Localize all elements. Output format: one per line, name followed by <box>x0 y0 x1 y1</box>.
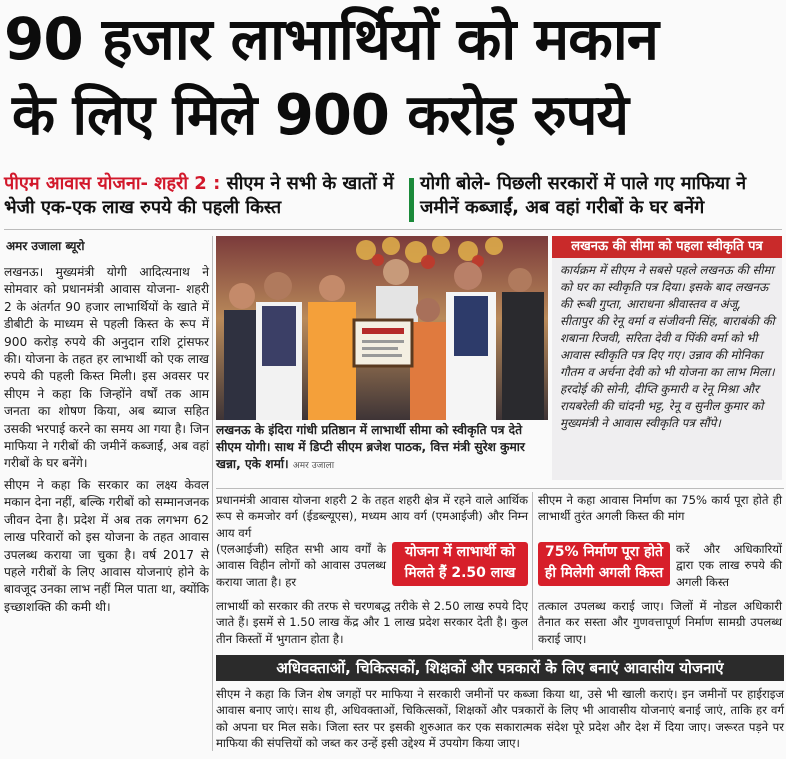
sidebar-body: कार्यक्रम में सीएम ने सबसे पहले लखनऊ की सीमा को घर का स्वीकृति पत्र दिया। इसके बाद लखनऊ की रूबी गुप्ता, आराधना श्रीवास्तव व अंजू, सीतापुर की रेनू वर्मा व संजीवनी सिंह, बाराबंकी की शबाना रिजवी, सरिता देवी व पिंकी वर्मा को भी आवास स्वीकृति पत्र दिए गए। उन्नाव की मोनिका गौतम व अर्चना देवी को भी योजना का लाभ मिला। हरदोई की सोनी, दीप्ति कुमारी व रेनू मिश्रा और रायबरेली की चांदनी भट्ट, रेनू व सुनील कुमार को मुख्यमंत्री ने आवास स्वीकृति पत्र सौंपे। <box>560 263 775 430</box>
callout-2-50-lakh <box>392 542 528 586</box>
right-bottom-text: तत्काल उपलब्ध कराई जाए। जिलों में नोडल अधिकारी तैनात कर सस्ता और गुणवत्तापूर्ण निर्माण सामग्री उपलब्ध कराई जाए। <box>538 599 782 646</box>
byline: अमर उजाला ब्यूरो <box>6 239 85 253</box>
article-column-1 <box>4 264 209 620</box>
section-rule <box>4 229 782 230</box>
subhead-left-text: सीएम ने सभी के खातों में भेजी एक-एक लाख रुपये की पहली किस्त <box>4 173 394 218</box>
bottom-paragraph: सीएम ने कहा कि जिन शेष जगहों पर माफिया ने सरकारी जमीनों पर कब्जा किया था, उसे भी खाली कराएं। इन जमीनों पर हाईराइज आवास बनाए जाएं। साथ ही, अधिवक्ताओं, चिकित्सकों, शिक्षकों और पत्रकारों के लिए भी आवासीय योजनाएं बनाई जाएं, ताकि हर वर्ग को अपना घर मिल सके। जिला स्तर पर इसकी शुरुआत कर एक सकारात्मक संदेश पूरे प्रदेश और देश में दिया जाए। जरूरत पड़ने पर माफिया की संपत्तियों को जब्त कर उन्हें इसी उद्देश्य में उपयोग किया जाए। <box>216 687 784 751</box>
photo-caption <box>216 422 548 475</box>
callout-75-percent-text: 75% निर्माण पूरा होते ही मिलेगी अगली किस्त <box>544 544 664 581</box>
photo-illustration <box>216 236 548 420</box>
mid-bottom-text: लाभार्थी को सरकार की तरफ से चरणबद्ध तरीके से 2.50 लाख रुपये दिए जाते हैं। इसमें से 1.50 लाख केंद्र और 1 लाख प्रदेश सरकार देती है। कुल तीन किस्तों में भुगतान होता है। <box>216 599 528 646</box>
article-paragraph-1: लखनऊ। मुख्यमंत्री योगी आदित्यनाथ ने सोमवार को प्रधानमंत्री आवास योजना- शहरी 2 के अंतर्गत 90 हजार लाभार्थियों के खाते में डीबीटी के माध्यम से पहली किस्त के रूप में 900 करोड़ रुपये की अनुदान राशि ट्रांसफर की। योजना के तहत हर लाभार्थी को एक लाख रुपये की पहली किस्त मिली। इस अवसर पर सीएम ने कहा कि जिन्होंने वर्षों तक आम जनता का शोषण किया, अब ब्याज सहित उसकी भरपाई करने का समय आ गया है। जिन माफिया ने गरीबों की जमीनें कब्जाईं, अब वहां गरीबों के घर बनेंगे। <box>4 265 209 471</box>
mid-column-rule <box>532 492 533 650</box>
headline-line-2: के लिए मिले 900 करोड़ रुपये <box>12 83 628 148</box>
subhead-left <box>4 172 409 220</box>
subhead-right: योगी बोले- पिछली सरकारों में पाले गए माफिया ने जमीनें कब्जाईं, अब वहां गरीबों के घर बनेंगे <box>420 173 747 218</box>
subhead-scheme-label: पीएम आवास योजना- शहरी 2 : <box>4 173 221 194</box>
right-side-text: करें और अधिकारियों द्वारा एक लाख रुपये की अगली किस्त <box>676 542 782 589</box>
news-photo <box>216 236 548 420</box>
mid-rule <box>216 488 784 489</box>
caption-text: लखनऊ के इंदिरा गांधी प्रतिष्ठान में लाभार्थी सीमा को स्वीकृति पत्र देते सीएम योगी। साथ में डिप्टी सीएम ब्रजेश पाठक, वित्त मंत्री सुरेश कुमार खन्ना, एके शर्मा। <box>216 423 525 471</box>
callout-2-50-lakh-text: योजना में लाभार्थी को मिलते हैं 2.50 लाख <box>404 544 516 581</box>
sidebar-title: लखनऊ की सीमा को पहला स्वीकृति पत्र <box>552 236 782 258</box>
article-paragraph-2: सीएम ने कहा कि सरकार का लक्ष्य केवल मकान देना नहीं, बल्कि गरीबों को सम्मानजनक जीवन देना है। प्रदेश में अब तक लगभग 62 लाख परिवारों को इस योजना के तहत आवास उपलब्ध कराया जा चुका है। वर्ष 2017 से पहले गरीबों के लिए आवास योजनाएं होने के बावजूद उनका लाभ नहीं मिल पाता था, क्योंकि इच्छाशक्ति की कमी थी। <box>4 477 209 614</box>
caption-credit: अमर उजाला <box>292 461 335 471</box>
callout-75-percent <box>538 542 670 586</box>
sidebar-box <box>552 236 782 480</box>
mid-left-text: (एलआईजी) सहित सभी आय वर्गों के आवास विहीन लोगों को आवास उपलब्ध कराया जाता है। हर <box>216 542 386 589</box>
subhead-divider <box>409 178 414 222</box>
mid-top-text: प्रधानमंत्री आवास योजना शहरी 2 के तहत शहरी क्षेत्र में रहने वाले आर्थिक रूप से कमजोर वर्ग (ईडब्ल्यूएस), मध्यम आय वर्ग (एमआईजी) और निम्न आय वर्ग <box>216 493 528 540</box>
section-banner: अधिवक्ताओं, चिकित्सकों, शिक्षकों और पत्रकारों के लिए बनाएं आवासीय योजनाएं <box>216 655 784 681</box>
headline-line-1: 90 हजार लाभार्थियों को मकान <box>4 5 658 73</box>
right-top-text: सीएम ने कहा आवास निर्माण का 75% कार्य पूरा होते ही लाभार्थी तुरंत अगली किस्त की मांग <box>538 493 782 524</box>
column-rule <box>212 236 213 751</box>
